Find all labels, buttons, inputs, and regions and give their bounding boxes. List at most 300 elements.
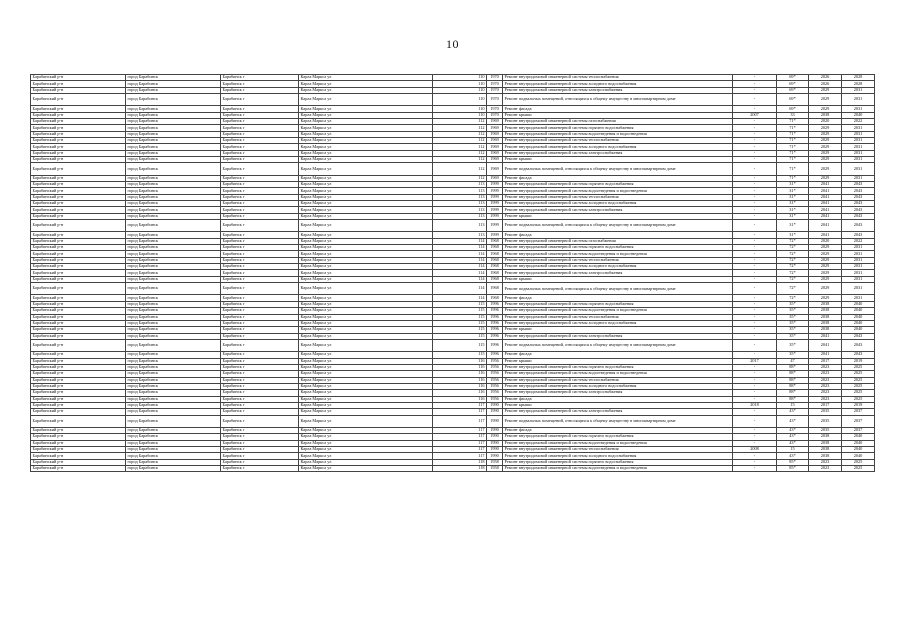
last-repair-year-cell: -: [733, 182, 777, 188]
municipality-cell: город Барабинск: [126, 264, 221, 270]
house-number-cell: 113: [433, 220, 487, 232]
build-year-cell: 1969: [487, 119, 503, 125]
plan-end-cell: 2025: [842, 396, 875, 402]
street-cell: Карла Маркса ул: [299, 434, 433, 440]
district-cell: Барабинский р-н: [31, 251, 126, 257]
municipality-cell: город Барабинск: [126, 75, 221, 81]
settlement-cell: Барабинск г: [221, 320, 299, 326]
plan-end-cell: 2031: [842, 257, 875, 263]
plan-start-cell: 2023: [809, 396, 842, 402]
settlement-cell: Барабинск г: [221, 295, 299, 301]
wear-cell: 35*: [777, 352, 809, 358]
house-number-cell: 113: [433, 213, 487, 219]
municipality-cell: город Барабинск: [126, 125, 221, 131]
settlement-cell: Барабинск г: [221, 150, 299, 156]
plan-end-cell: 2043: [842, 188, 875, 194]
plan-start-cell: 2041: [809, 201, 842, 207]
municipality-cell: город Барабинск: [126, 194, 221, 200]
house-number-cell: 112: [433, 175, 487, 181]
district-cell: Барабинский р-н: [31, 440, 126, 446]
municipality-cell: город Барабинск: [126, 427, 221, 433]
municipality-cell: город Барабинск: [126, 251, 221, 257]
house-number-cell: 113: [433, 207, 487, 213]
wear-cell: 71*: [777, 119, 809, 125]
plan-end-cell: 2040: [842, 434, 875, 440]
build-year-cell: 1968: [487, 251, 503, 257]
street-cell: Карла Маркса ул: [299, 364, 433, 370]
plan-start-cell: 2029: [809, 125, 842, 131]
last-repair-year-cell: -: [733, 453, 777, 459]
plan-end-cell: 2031: [842, 276, 875, 282]
wear-cell: 33: [777, 112, 809, 118]
table-row: [31, 283, 875, 295]
house-number-cell: 113: [433, 201, 487, 207]
settlement-cell: Барабинск г: [221, 352, 299, 358]
municipality-cell: город Барабинск: [126, 314, 221, 320]
last-repair-year-cell: -: [733, 175, 777, 181]
work-type-cell: Ремонт внутридомовой инженерной системы холодного водоснабжения: [503, 320, 733, 326]
municipality-cell: город Барабинск: [126, 138, 221, 144]
settlement-cell: Барабинск г: [221, 327, 299, 333]
house-number-cell: 110: [433, 81, 487, 87]
build-year-cell: 1969: [487, 125, 503, 131]
plan-start-cell: 2020: [809, 238, 842, 244]
municipality-cell: город Барабинск: [126, 327, 221, 333]
table-row: [31, 339, 875, 351]
work-type-cell: Ремонт внутридомовой инженерной системы теплоснабжения: [503, 377, 733, 383]
plan-start-cell: 2038: [809, 453, 842, 459]
table-row: [31, 220, 875, 232]
street-cell: Карла Маркса ул: [299, 75, 433, 81]
work-type-cell: Ремонт внутридомовой инженерной системы теплоснабжения: [503, 446, 733, 452]
plan-end-cell: 2040: [842, 301, 875, 307]
house-number-cell: 112: [433, 157, 487, 163]
street-cell: Карла Маркса ул: [299, 402, 433, 408]
house-number-cell: 117: [433, 440, 487, 446]
house-number-cell: 118: [433, 465, 487, 471]
house-number-cell: 117: [433, 409, 487, 415]
settlement-cell: Барабинск г: [221, 138, 299, 144]
municipality-cell: город Барабинск: [126, 465, 221, 471]
municipality-cell: город Барабинск: [126, 283, 221, 295]
district-cell: Барабинский р-н: [31, 358, 126, 364]
street-cell: Карла Маркса ул: [299, 459, 433, 465]
municipality-cell: город Барабинск: [126, 257, 221, 263]
build-year-cell: 1990: [487, 402, 503, 408]
municipality-cell: город Барабинск: [126, 339, 221, 351]
plan-end-cell: 2031: [842, 138, 875, 144]
street-cell: Карла Маркса ул: [299, 94, 433, 106]
settlement-cell: Барабинск г: [221, 459, 299, 465]
build-year-cell: 1999: [487, 201, 503, 207]
work-type-cell: Ремонт внутридомовой инженерной системы горячего водоснабжения: [503, 125, 733, 131]
house-number-cell: 117: [433, 402, 487, 408]
street-cell: Карла Маркса ул: [299, 301, 433, 307]
street-cell: Карла Маркса ул: [299, 446, 433, 452]
house-number-cell: 112: [433, 150, 487, 156]
build-year-cell: 1999: [487, 188, 503, 194]
plan-end-cell: 2025: [842, 390, 875, 396]
street-cell: Карла Маркса ул: [299, 383, 433, 389]
district-cell: Барабинский р-н: [31, 415, 126, 427]
wear-cell: 47: [777, 358, 809, 364]
work-type-cell: Ремонт подвальных помещений, относящихся к общему имуществу в многоквартирном доме: [503, 163, 733, 175]
district-cell: Барабинский р-н: [31, 257, 126, 263]
settlement-cell: Барабинск г: [221, 465, 299, 471]
plan-start-cell: 2023: [809, 377, 842, 383]
work-type-cell: Ремонт крыши: [503, 402, 733, 408]
plan-end-cell: 2043: [842, 213, 875, 219]
last-repair-year-cell: 2017: [733, 358, 777, 364]
last-repair-year-cell: -: [733, 377, 777, 383]
last-repair-year-cell: -: [733, 434, 777, 440]
build-year-cell: 1969: [487, 175, 503, 181]
street-cell: Карла Маркса ул: [299, 119, 433, 125]
house-number-cell: 116: [433, 364, 487, 370]
house-number-cell: 116: [433, 396, 487, 402]
district-cell: Барабинский р-н: [31, 308, 126, 314]
plan-start-cell: 2041: [809, 188, 842, 194]
last-repair-year-cell: -: [733, 232, 777, 238]
last-repair-year-cell: -: [733, 320, 777, 326]
build-year-cell: 1968: [487, 276, 503, 282]
house-number-cell: 114: [433, 251, 487, 257]
settlement-cell: Барабинск г: [221, 131, 299, 137]
municipality-cell: город Барабинск: [126, 295, 221, 301]
plan-end-cell: 2040: [842, 453, 875, 459]
build-year-cell: 1999: [487, 194, 503, 200]
work-type-cell: Ремонт внутридомовой инженерной системы горячего водоснабжения: [503, 459, 733, 465]
house-number-cell: 115: [433, 320, 487, 326]
build-year-cell: 1969: [487, 150, 503, 156]
wear-cell: 31*: [777, 232, 809, 238]
last-repair-year-cell: -: [733, 125, 777, 131]
plan-start-cell: 2023: [809, 390, 842, 396]
build-year-cell: 1969: [487, 157, 503, 163]
district-cell: Барабинский р-н: [31, 163, 126, 175]
street-cell: Карла Маркса ул: [299, 131, 433, 137]
last-repair-year-cell: -: [733, 238, 777, 244]
last-repair-year-cell: -: [733, 194, 777, 200]
last-repair-year-cell: -: [733, 106, 777, 112]
work-type-cell: Ремонт крыши: [503, 358, 733, 364]
plan-end-cell: 2040: [842, 112, 875, 118]
plan-start-cell: 2041: [809, 194, 842, 200]
plan-start-cell: 2029: [809, 106, 842, 112]
street-cell: Карла Маркса ул: [299, 81, 433, 87]
work-type-cell: Ремонт фасада: [503, 396, 733, 402]
last-repair-year-cell: 2008: [733, 446, 777, 452]
street-cell: Карла Маркса ул: [299, 144, 433, 150]
street-cell: Карла Маркса ул: [299, 371, 433, 377]
build-year-cell: 1970: [487, 75, 503, 81]
house-number-cell: 110: [433, 112, 487, 118]
district-cell: Барабинский р-н: [31, 150, 126, 156]
work-type-cell: Ремонт внутридомовой инженерной системы водоотведения и водоотведения: [503, 371, 733, 377]
wear-cell: 88*: [777, 390, 809, 396]
build-year-cell: 1990: [487, 446, 503, 452]
build-year-cell: 1956: [487, 371, 503, 377]
street-cell: Карла Маркса ул: [299, 201, 433, 207]
build-year-cell: 1970: [487, 87, 503, 93]
house-number-cell: 114: [433, 238, 487, 244]
municipality-cell: город Барабинск: [126, 276, 221, 282]
work-type-cell: Ремонт подвальных помещений, относящихся к общему имуществу в многоквартирном доме: [503, 283, 733, 295]
work-type-cell: Ремонт фасада: [503, 175, 733, 181]
plan-start-cell: 2038: [809, 314, 842, 320]
municipality-cell: город Барабинск: [126, 390, 221, 396]
last-repair-year-cell: -: [733, 75, 777, 81]
house-number-cell: 117: [433, 446, 487, 452]
build-year-cell: 1968: [487, 270, 503, 276]
plan-start-cell: 2023: [809, 459, 842, 465]
plan-end-cell: 2025: [842, 383, 875, 389]
last-repair-year-cell: -: [733, 339, 777, 351]
house-number-cell: 115: [433, 339, 487, 351]
last-repair-year-cell: 2018: [733, 402, 777, 408]
district-cell: Барабинский р-н: [31, 339, 126, 351]
street-cell: Карла Маркса ул: [299, 327, 433, 333]
wear-cell: 71*: [777, 163, 809, 175]
work-type-cell: Ремонт внутридомовой инженерной системы газоснабжения: [503, 119, 733, 125]
municipality-cell: город Барабинск: [126, 320, 221, 326]
municipality-cell: город Барабинск: [126, 112, 221, 118]
house-number-cell: 114: [433, 245, 487, 251]
build-year-cell: 1990: [487, 427, 503, 433]
settlement-cell: Барабинск г: [221, 119, 299, 125]
district-cell: Барабинский р-н: [31, 182, 126, 188]
district-cell: Барабинский р-н: [31, 390, 126, 396]
plan-start-cell: 2026: [809, 81, 842, 87]
municipality-cell: город Барабинск: [126, 213, 221, 219]
last-repair-year-cell: -: [733, 201, 777, 207]
last-repair-year-cell: -: [733, 163, 777, 175]
district-cell: Барабинский р-н: [31, 434, 126, 440]
district-cell: Барабинский р-н: [31, 459, 126, 465]
last-repair-year-cell: -: [733, 396, 777, 402]
house-number-cell: 110: [433, 94, 487, 106]
settlement-cell: Барабинск г: [221, 377, 299, 383]
settlement-cell: Барабинск г: [221, 125, 299, 131]
plan-start-cell: 2026: [809, 75, 842, 81]
work-type-cell: Ремонт внутридомовой инженерной системы электроснабжения: [503, 150, 733, 156]
district-cell: Барабинский р-н: [31, 409, 126, 415]
street-cell: Карла Маркса ул: [299, 352, 433, 358]
settlement-cell: Барабинск г: [221, 276, 299, 282]
work-type-cell: Ремонт фасада: [503, 352, 733, 358]
district-cell: Барабинский р-н: [31, 314, 126, 320]
plan-start-cell: 2029: [809, 251, 842, 257]
municipality-cell: город Барабинск: [126, 157, 221, 163]
house-number-cell: 110: [433, 75, 487, 81]
wear-cell: 72*: [777, 245, 809, 251]
build-year-cell: 1968: [487, 238, 503, 244]
municipality-cell: город Барабинск: [126, 434, 221, 440]
plan-start-cell: 2041: [809, 333, 842, 339]
plan-end-cell: 2031: [842, 295, 875, 301]
work-type-cell: Ремонт крыши: [503, 157, 733, 163]
plan-end-cell: 2031: [842, 175, 875, 181]
plan-end-cell: 2043: [842, 194, 875, 200]
settlement-cell: Барабинск г: [221, 371, 299, 377]
municipality-cell: город Барабинск: [126, 396, 221, 402]
wear-cell: 43*: [777, 409, 809, 415]
plan-end-cell: 2031: [842, 283, 875, 295]
work-type-cell: Ремонт внутридомовой инженерной системы холодного водоснабжения: [503, 383, 733, 389]
plan-end-cell: 2025: [842, 377, 875, 383]
plan-start-cell: 2029: [809, 163, 842, 175]
plan-start-cell: 2029: [809, 245, 842, 251]
wear-cell: 71*: [777, 125, 809, 131]
wear-cell: 15: [777, 446, 809, 452]
settlement-cell: Барабинск г: [221, 308, 299, 314]
build-year-cell: 1999: [487, 213, 503, 219]
work-type-cell: Ремонт внутридомовой инженерной системы электроснабжения: [503, 333, 733, 339]
wear-cell: 71*: [777, 157, 809, 163]
district-cell: Барабинский р-н: [31, 352, 126, 358]
wear-cell: 71*: [777, 138, 809, 144]
settlement-cell: Барабинск г: [221, 194, 299, 200]
wear-cell: 72*: [777, 238, 809, 244]
wear-cell: 43*: [777, 434, 809, 440]
last-repair-year-cell: -: [733, 295, 777, 301]
district-cell: Барабинский р-н: [31, 106, 126, 112]
wear-cell: 35*: [777, 308, 809, 314]
build-year-cell: 1996: [487, 333, 503, 339]
plan-end-cell: 2031: [842, 264, 875, 270]
work-type-cell: Ремонт внутридомовой инженерной системы водоотведения и водоотведения: [503, 131, 733, 137]
wear-cell: 31*: [777, 207, 809, 213]
last-repair-year-cell: 2007: [733, 112, 777, 118]
plan-start-cell: 2029: [809, 270, 842, 276]
street-cell: Карла Маркса ул: [299, 339, 433, 351]
municipality-cell: город Барабинск: [126, 459, 221, 465]
build-year-cell: 1968: [487, 257, 503, 263]
work-type-cell: Ремонт внутридомовой инженерной системы теплоснабжения: [503, 75, 733, 81]
district-cell: Барабинский р-н: [31, 364, 126, 370]
work-type-cell: Ремонт внутридомовой инженерной системы водоотведения и водоотведения: [503, 440, 733, 446]
wear-cell: 71*: [777, 131, 809, 137]
wear-cell: 31*: [777, 213, 809, 219]
house-number-cell: 114: [433, 257, 487, 263]
street-cell: Карла Маркса ул: [299, 138, 433, 144]
build-year-cell: 1970: [487, 106, 503, 112]
plan-end-cell: 2043: [842, 232, 875, 238]
district-cell: Барабинский р-н: [31, 119, 126, 125]
plan-start-cell: 2020: [809, 119, 842, 125]
plan-end-cell: 2040: [842, 314, 875, 320]
district-cell: Барабинский р-н: [31, 402, 126, 408]
last-repair-year-cell: -: [733, 465, 777, 471]
street-cell: Карла Маркса ул: [299, 220, 433, 232]
district-cell: Барабинский р-н: [31, 301, 126, 307]
house-number-cell: 115: [433, 314, 487, 320]
house-number-cell: 113: [433, 182, 487, 188]
settlement-cell: Барабинск г: [221, 257, 299, 263]
municipality-cell: город Барабинск: [126, 333, 221, 339]
plan-end-cell: 2022: [842, 238, 875, 244]
plan-end-cell: 2031: [842, 131, 875, 137]
last-repair-year-cell: -: [733, 257, 777, 263]
district-cell: Барабинский р-н: [31, 144, 126, 150]
wear-cell: 43*: [777, 427, 809, 433]
street-cell: Карла Маркса ул: [299, 207, 433, 213]
table-row: [31, 163, 875, 175]
municipality-cell: город Барабинск: [126, 371, 221, 377]
work-type-cell: Ремонт подвальных помещений, относящихся к общему имуществу в многоквартирном доме: [503, 339, 733, 351]
house-number-cell: 114: [433, 270, 487, 276]
plan-start-cell: 2035: [809, 427, 842, 433]
build-year-cell: 1990: [487, 409, 503, 415]
work-type-cell: Ремонт внутридомовой инженерной системы теплоснабжения: [503, 314, 733, 320]
plan-end-cell: 2031: [842, 125, 875, 131]
settlement-cell: Барабинск г: [221, 301, 299, 307]
work-type-cell: Ремонт внутридомовой инженерной системы электроснабжения: [503, 270, 733, 276]
plan-start-cell: 2038: [809, 446, 842, 452]
street-cell: Карла Маркса ул: [299, 125, 433, 131]
plan-end-cell: 2043: [842, 352, 875, 358]
district-cell: Барабинский р-н: [31, 157, 126, 163]
plan-end-cell: 2043: [842, 333, 875, 339]
last-repair-year-cell: -: [733, 81, 777, 87]
settlement-cell: Барабинск г: [221, 314, 299, 320]
plan-start-cell: 2038: [809, 440, 842, 446]
house-number-cell: 116: [433, 377, 487, 383]
settlement-cell: Барабинск г: [221, 238, 299, 244]
last-repair-year-cell: -: [733, 87, 777, 93]
municipality-cell: город Барабинск: [126, 119, 221, 125]
municipality-cell: город Барабинск: [126, 358, 221, 364]
plan-start-cell: 2041: [809, 220, 842, 232]
wear-cell: 35*: [777, 339, 809, 351]
last-repair-year-cell: -: [733, 440, 777, 446]
street-cell: Карла Маркса ул: [299, 182, 433, 188]
municipality-cell: город Барабинск: [126, 175, 221, 181]
last-repair-year-cell: -: [733, 188, 777, 194]
work-type-cell: Ремонт фасада: [503, 106, 733, 112]
plan-end-cell: 2043: [842, 201, 875, 207]
house-number-cell: 114: [433, 295, 487, 301]
build-year-cell: 1999: [487, 182, 503, 188]
municipality-cell: город Барабинск: [126, 81, 221, 87]
settlement-cell: Барабинск г: [221, 232, 299, 238]
district-cell: Барабинский р-н: [31, 283, 126, 295]
municipality-cell: город Барабинск: [126, 440, 221, 446]
wear-cell: 72*: [777, 276, 809, 282]
settlement-cell: Барабинск г: [221, 144, 299, 150]
street-cell: Карла Маркса ул: [299, 213, 433, 219]
build-year-cell: 1990: [487, 453, 503, 459]
wear-cell: 85*: [777, 465, 809, 471]
wear-cell: 31*: [777, 220, 809, 232]
plan-end-cell: 2031: [842, 144, 875, 150]
settlement-cell: Барабинск г: [221, 396, 299, 402]
build-year-cell: 1969: [487, 131, 503, 137]
wear-cell: 69*: [777, 81, 809, 87]
plan-start-cell: 2029: [809, 157, 842, 163]
plan-start-cell: 2029: [809, 295, 842, 301]
settlement-cell: Барабинск г: [221, 264, 299, 270]
plan-end-cell: 2031: [842, 251, 875, 257]
plan-end-cell: 2043: [842, 220, 875, 232]
plan-end-cell: 2025: [842, 371, 875, 377]
municipality-cell: город Барабинск: [126, 301, 221, 307]
street-cell: Карла Маркса ул: [299, 440, 433, 446]
last-repair-year-cell: -: [733, 409, 777, 415]
wear-cell: 72*: [777, 283, 809, 295]
last-repair-year-cell: -: [733, 383, 777, 389]
house-number-cell: 112: [433, 163, 487, 175]
